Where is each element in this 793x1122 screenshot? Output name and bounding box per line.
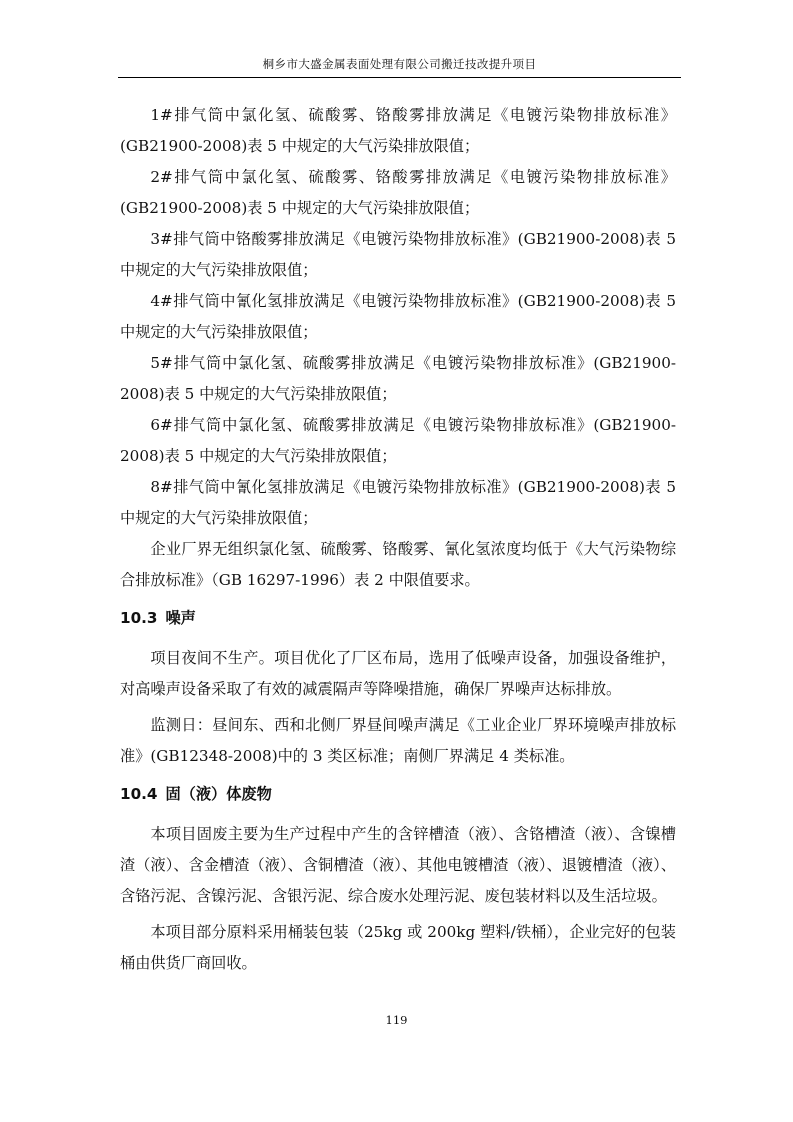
section-heading-solid-waste [120,780,676,808]
paragraph-stack-4: 4#排气筒中氰化氢排放满足《电镀污染物排放标准》(GB21900-2008)表 5 中规定的大气污染排放限值； [120,292,676,341]
page-number: 119 [385,1013,408,1027]
section-title: 固（液）体废物 [165,785,272,803]
document-body [120,100,676,984]
section-number: 10.4 [120,785,158,803]
page-header [118,56,681,78]
section-number: 10.3 [120,609,158,627]
paragraph-stack-2: 2#排气筒中氯化氢、硫酸雾、铬酸雾排放满足《电镀污染物排放标准》(GB21900-2008)表 5 中规定的大气污染排放限值； [120,168,676,217]
paragraph-stack-8: 8#排气筒中氰化氢排放满足《电镀污染物排放标准》(GB21900-2008)表 5 中规定的大气污染排放限值； [120,478,676,527]
paragraph-noise-measures: 项目夜间不生产。项目优化了厂区布局，选用了低噪声设备，加强设备维护，对高噪声设备采取了有效的减震隔声等降噪措施，确保厂界噪声达标排放。 [120,649,676,698]
paragraph-waste-types: 本项目固废主要为生产过程中产生的含锌槽渣（液）、含铬槽渣（液）、含镍槽渣（液）、含金槽渣（液）、含铜槽渣（液）、其他电镀槽渣（液）、退镀槽渣（液）、含铬污泥、含镍污泥、含银污泥、综合废水处理污泥、废包装材料以及生活垃圾。 [120,825,676,905]
paragraph-fugitive-emission: 企业厂界无组织氯化氢、硫酸雾、铬酸雾、氰化氢浓度均低于《大气污染物综合排放标准》（GB 16297-1996）表 2 中限值要求。 [120,540,676,589]
paragraph-waste-packaging: 本项目部分原料采用桶装包装（25kg 或 200kg 塑料/铁桶），企业完好的包装桶由供货厂商回收。 [120,923,676,972]
paragraph-stack-5: 5#排气筒中氯化氢、硫酸雾排放满足《电镀污染物排放标准》(GB21900-2008)表 5 中规定的大气污染排放限值； [120,354,676,403]
header-title: 桐乡市大盛金属表面处理有限公司搬迁技改提升项目 [262,57,537,71]
section-title: 噪声 [165,609,196,627]
paragraph-stack-1: 1#排气筒中氯化氢、硫酸雾、铬酸雾排放满足《电镀污染物排放标准》(GB21900-2008)表 5 中规定的大气污染排放限值； [120,106,676,155]
paragraph-stack-3: 3#排气筒中铬酸雾排放满足《电镀污染物排放标准》(GB21900-2008)表 5 中规定的大气污染排放限值； [120,230,676,279]
paragraph-noise-monitoring: 监测日：昼间东、西和北侧厂界昼间噪声满足《工业企业厂界环境噪声排放标准》(GB12348-2008)中的 3 类区标准；南侧厂界满足 4 类标准。 [120,716,676,765]
paragraph-stack-6: 6#排气筒中氯化氢、硫酸雾排放满足《电镀污染物排放标准》(GB21900-2008)表 5 中规定的大气污染排放限值； [120,416,676,465]
section-heading-noise [120,604,676,632]
